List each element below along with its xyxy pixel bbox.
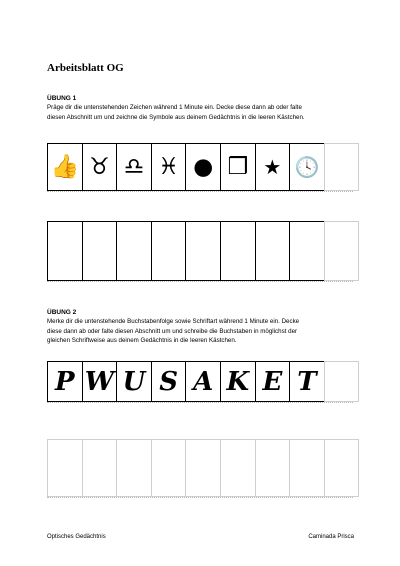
symbol-cell	[220, 143, 256, 191]
answer-cell[interactable]	[47, 439, 83, 497]
libra-icon: ♎	[123, 153, 145, 180]
letter-cell	[185, 361, 221, 402]
exercise1-heading: ÜBUNG 1	[47, 95, 77, 102]
filled-circle-icon: ●	[193, 153, 214, 180]
answer-cell[interactable]	[220, 221, 256, 281]
exercise1-instructions	[47, 103, 357, 122]
letter-glyph: P	[55, 366, 75, 397]
exercise1-instruction-line: Präge dir die untenstehenden Zeichen während 1 Minute ein. Decke diese dann ab oder falte	[47, 104, 302, 111]
shadowed-square-icon: ❒	[227, 153, 249, 180]
footer-right: Caminada Prisca	[308, 534, 354, 540]
answer-row-2	[47, 439, 359, 497]
exercise2-heading: ÜBUNG 2	[47, 309, 77, 316]
letter-glyph: T	[297, 366, 317, 397]
symbol-cell	[116, 143, 152, 191]
answer-cell[interactable]	[116, 439, 152, 497]
exercise2-instruction-line: Merke dir die untenstehende Buchstabenfolge sowie Schriftart während 1 Minute ein. Decke	[47, 318, 300, 325]
answer-cell[interactable]	[289, 439, 325, 497]
letter-cell	[151, 361, 187, 402]
symbol-row	[47, 143, 359, 191]
letter-cell	[82, 361, 118, 402]
empty-cell	[324, 439, 360, 497]
worksheet-title: Arbeitsblatt OG	[47, 62, 124, 74]
answer-cell[interactable]	[185, 221, 221, 281]
answer-row-1	[47, 221, 359, 281]
symbol-cell	[151, 143, 187, 191]
answer-cell[interactable]	[289, 221, 325, 281]
guide-line	[47, 497, 353, 498]
empty-cell	[324, 221, 360, 281]
letter-glyph: S	[159, 366, 178, 397]
letter-glyph: U	[122, 366, 146, 397]
star-icon: ★	[263, 155, 282, 179]
answer-cell[interactable]	[151, 439, 187, 497]
letter-cell	[116, 361, 152, 402]
symbol-cell	[255, 143, 291, 191]
exercise1-instruction-line: diesen Abschnitt um und zeichne die Symbole aus deinem Gedächtnis in die leeren Kästchen.	[47, 113, 305, 121]
exercise2-instruction-line: gleichen Schriftweise aus deinem Gedächtnis in die leeren Kästchen.	[47, 337, 237, 345]
letter-cell	[220, 361, 256, 402]
letter-glyph: K	[226, 366, 250, 397]
footer-left: Optisches Gedächtnis	[47, 534, 106, 540]
symbol-cell	[289, 143, 325, 191]
letter-cell	[47, 361, 83, 402]
answer-cell[interactable]	[220, 439, 256, 497]
clock-icon: 🕓	[294, 155, 320, 179]
empty-cell	[324, 361, 360, 402]
answer-cell[interactable]	[47, 221, 83, 281]
answer-cell[interactable]	[151, 221, 187, 281]
guide-line	[47, 191, 353, 192]
letter-glyph: E	[262, 366, 283, 397]
answer-cell[interactable]	[116, 221, 152, 281]
guide-line	[47, 402, 353, 403]
symbol-cell	[185, 143, 221, 191]
letter-row	[47, 361, 359, 402]
thumbs-up-icon: 👍	[50, 153, 80, 180]
guide-line	[47, 281, 353, 282]
symbol-cell	[82, 143, 118, 191]
empty-cell	[324, 143, 360, 191]
letter-glyph: W	[84, 366, 114, 397]
pisces-icon: ♓	[158, 153, 179, 180]
taurus-icon: ♉	[89, 153, 110, 180]
exercise2-instructions	[47, 317, 357, 346]
symbol-cell	[47, 143, 83, 191]
answer-cell[interactable]	[185, 439, 221, 497]
answer-cell[interactable]	[82, 221, 118, 281]
letter-cell	[289, 361, 325, 402]
letter-glyph: A	[193, 366, 214, 397]
answer-cell[interactable]	[255, 439, 291, 497]
answer-cell[interactable]	[255, 221, 291, 281]
answer-cell[interactable]	[82, 439, 118, 497]
letter-cell	[255, 361, 291, 402]
exercise2-instruction-line: diese dann ab oder falte diesen Abschnitt um und schreibe die Buchstaben in möglichst der	[47, 327, 298, 335]
